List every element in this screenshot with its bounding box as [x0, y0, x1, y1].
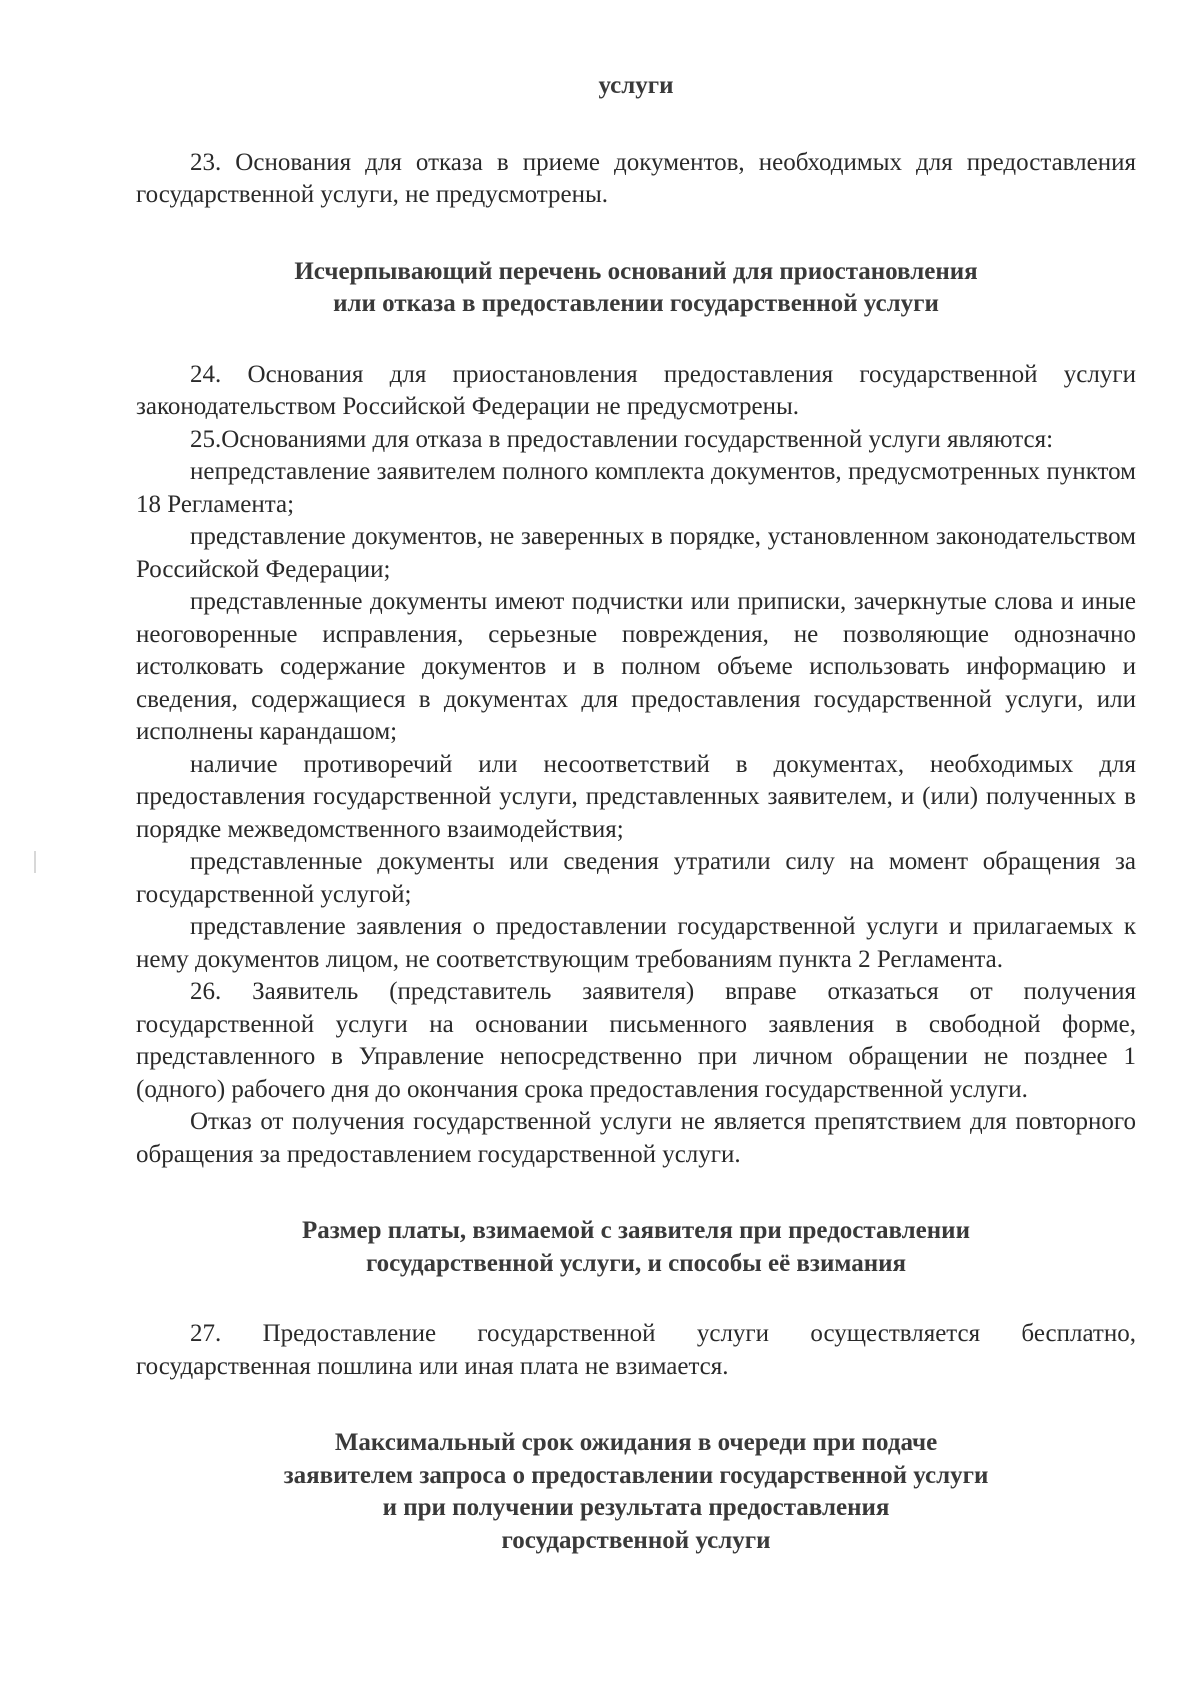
section-heading-continuation: услуги — [598, 72, 674, 99]
heading-line: Размер платы, взимаемой с заявителя при предоставлении — [302, 1217, 970, 1244]
paragraph-25-item: представленные документы или сведения утратили силу на момент обращения за государственной услугой; — [136, 848, 1136, 908]
section-heading-queue — [136, 1427, 1136, 1557]
paragraph-25-item: представление документов, не заверенных в порядке, установленном законодательством Российской Федерации; — [136, 523, 1136, 583]
paragraph-26: 26. Заявитель (представитель заявителя) вправе отказаться от получения государственной услуги на основании письменного заявления в свободной форме, представленного в Управление непосредственно при личном обращении не позднее 1 (одного) рабочего дня до окончания срока предоставления государственной услуги. — [136, 978, 1136, 1103]
section-heading-fee — [136, 1215, 1136, 1280]
heading-line: заявителем запроса о предоставлении государственной услуги — [283, 1461, 989, 1489]
paragraph-25-item: непредставление заявителем полного комплекта документов, предусмотренных пунктом 18 Регламента; — [136, 458, 1136, 518]
paragraph-25-intro: 25.Основаниями для отказа в предоставлении государственной услуги являются: — [190, 425, 1054, 453]
paragraph-25-item: наличие противоречий или несоответствий в документах, необходимых для предоставления государственной услуги, представленных заявителем, и (или) полученных в порядке межведомственного взаимодействия; — [136, 750, 1136, 843]
section-heading-suspension — [136, 256, 1136, 321]
heading-line: государственной услуги, и способы её взимания — [365, 1249, 907, 1277]
heading-line: Максимальный срок ожидания в очереди при подаче — [334, 1429, 938, 1456]
heading-line: или отказа в предоставлении государственной услуги — [333, 290, 939, 317]
paragraph-23: 23. Основания для отказа в приеме документов, необходимых для предоставления государственной услуги, не предусмотрены. — [136, 148, 1136, 208]
paragraph-25-item: представление заявления о предоставлении государственной услуги и прилагаемых к нему документов лицом, не соответствующим требованиям пункта 2 Регламента. — [136, 913, 1136, 973]
document-body — [136, 70, 1136, 1557]
paragraph-24: 24. Основания для приостановления предоставления государственной услуги законодательством Российской Федерации не предусмотрены. — [136, 360, 1136, 420]
paragraph-26-note: Отказ от получения государственной услуги не является препятствием для повторного обращения за предоставлением государственной услуги. — [136, 1108, 1136, 1168]
heading-line: государственной услуги — [501, 1526, 771, 1554]
heading-line: Исчерпывающий перечень оснований для приостановления — [294, 257, 978, 285]
heading-line: и при получении результата предоставления — [382, 1494, 890, 1521]
paragraph-27: 27. Предоставление государственной услуги осуществляется бесплатно, государственная пошлина или иная плата не взимается. — [136, 1320, 1136, 1380]
scan-artifact — [34, 851, 36, 873]
paragraph-25-item: представленные документы имеют подчистки или приписки, зачеркнутые слова и иные неоговоренные исправления, серьезные повреждения, не позволяющие однозначно истолковать содержание документов и в полном объеме использовать информацию и сведения, содержащиеся в документах для предоставления государственной услуги, или исполнены карандашом; — [136, 588, 1136, 745]
